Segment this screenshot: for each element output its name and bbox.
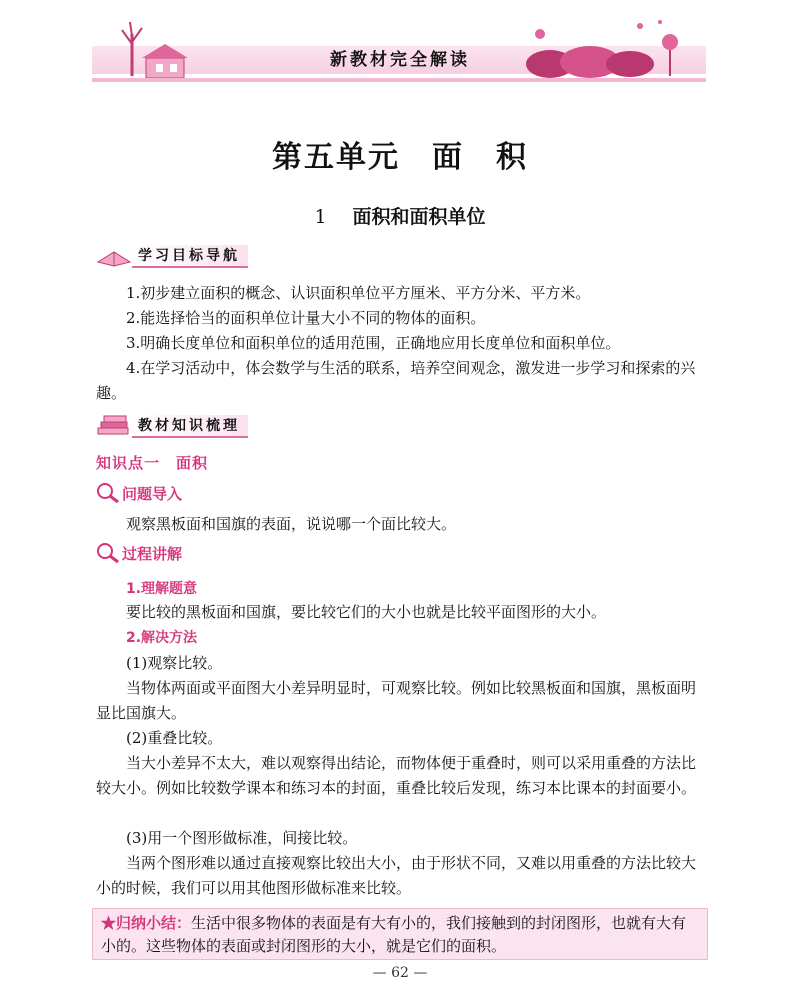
- book-icon: [96, 244, 132, 268]
- method1-text: 当物体两面或平面图大小差异明显时，可观察比较。例如比较黑板面和国旗，黑板面明显比国旗大。: [96, 679, 697, 722]
- magnifier-icon: [96, 542, 122, 564]
- method2-text: 当大小差异不太大，难以观察得出结论，而物体便于重叠时，则可以采用重叠的方法比较大小。例如比较数学课本和练习本的封面，重叠比较后发现，练习本比课本的封面要小。: [96, 754, 697, 797]
- step1-text: 要比较的黑板面和国旗，要比较它们的大小也就是比较平面图形的大小。: [126, 603, 607, 621]
- section-name: 面积和面积单位: [352, 206, 486, 228]
- goal-item: 3.明确长度单位和面积单位的适用范围，正确地应用长度单位和面积单位。: [126, 334, 621, 352]
- page-number: — 62 —: [372, 965, 428, 981]
- goal-item: 1.初步建立面积的概念、认识面积单位平方厘米、平方分米、平方米。: [126, 284, 591, 302]
- process-heading-label: 过程讲解: [122, 544, 183, 563]
- method3-text: 当两个图形难以通过直接观察比较出大小，由于形状不同，又难以用重叠的方法比较大小的时候，我们可以用其他图形做标准来比较。: [96, 854, 697, 897]
- method1-title: (1)观察比较。: [126, 654, 223, 672]
- section-number: 1: [314, 206, 327, 228]
- summary-label: ★归纳小结：: [101, 914, 192, 932]
- knowledge-banner: [96, 414, 248, 438]
- goal-item: 4.在学习活动中，体会数学与生活的联系，培养空间观念，激发进一步学习和探索的兴趣。: [96, 359, 696, 402]
- intro-heading: [96, 482, 182, 504]
- header-rule: [92, 78, 706, 82]
- step1-title: 1.理解题意: [126, 581, 198, 597]
- intro-heading-label: 问题导入: [122, 484, 183, 503]
- section-title: [0, 202, 800, 229]
- summary-text: 生活中很多物体的表面是有大有小的，我们接触到的封闭图形，也就有大有小的。这些物体的表面或封闭图形的大小，就是它们的面积。: [101, 914, 687, 955]
- goals-label: 学习目标导航: [132, 245, 248, 268]
- magnifier-icon: [96, 482, 122, 504]
- summary-box: [92, 908, 708, 960]
- method3-title: (3)用一个图形做标准，间接比较。: [126, 829, 358, 847]
- method2-title: (2)重叠比较。: [126, 729, 223, 747]
- chapter-title: 第五单元 面 积: [272, 140, 528, 175]
- goals-banner: [96, 244, 248, 268]
- stacked-books-icon: [96, 414, 132, 438]
- header-title: 新教材完全解读: [330, 50, 470, 70]
- process-heading: [96, 542, 182, 564]
- step2-title: 2.解决方法: [126, 630, 198, 646]
- knowledge-point-title: 知识点一 面积: [96, 454, 209, 472]
- intro-text: 观察黑板面和国旗的表面，说说哪一个面比较大。: [126, 515, 457, 533]
- goal-item: 2.能选择恰当的面积单位计量大小不同的物体的面积。: [126, 309, 486, 327]
- knowledge-label: 教材知识梳理: [132, 415, 248, 438]
